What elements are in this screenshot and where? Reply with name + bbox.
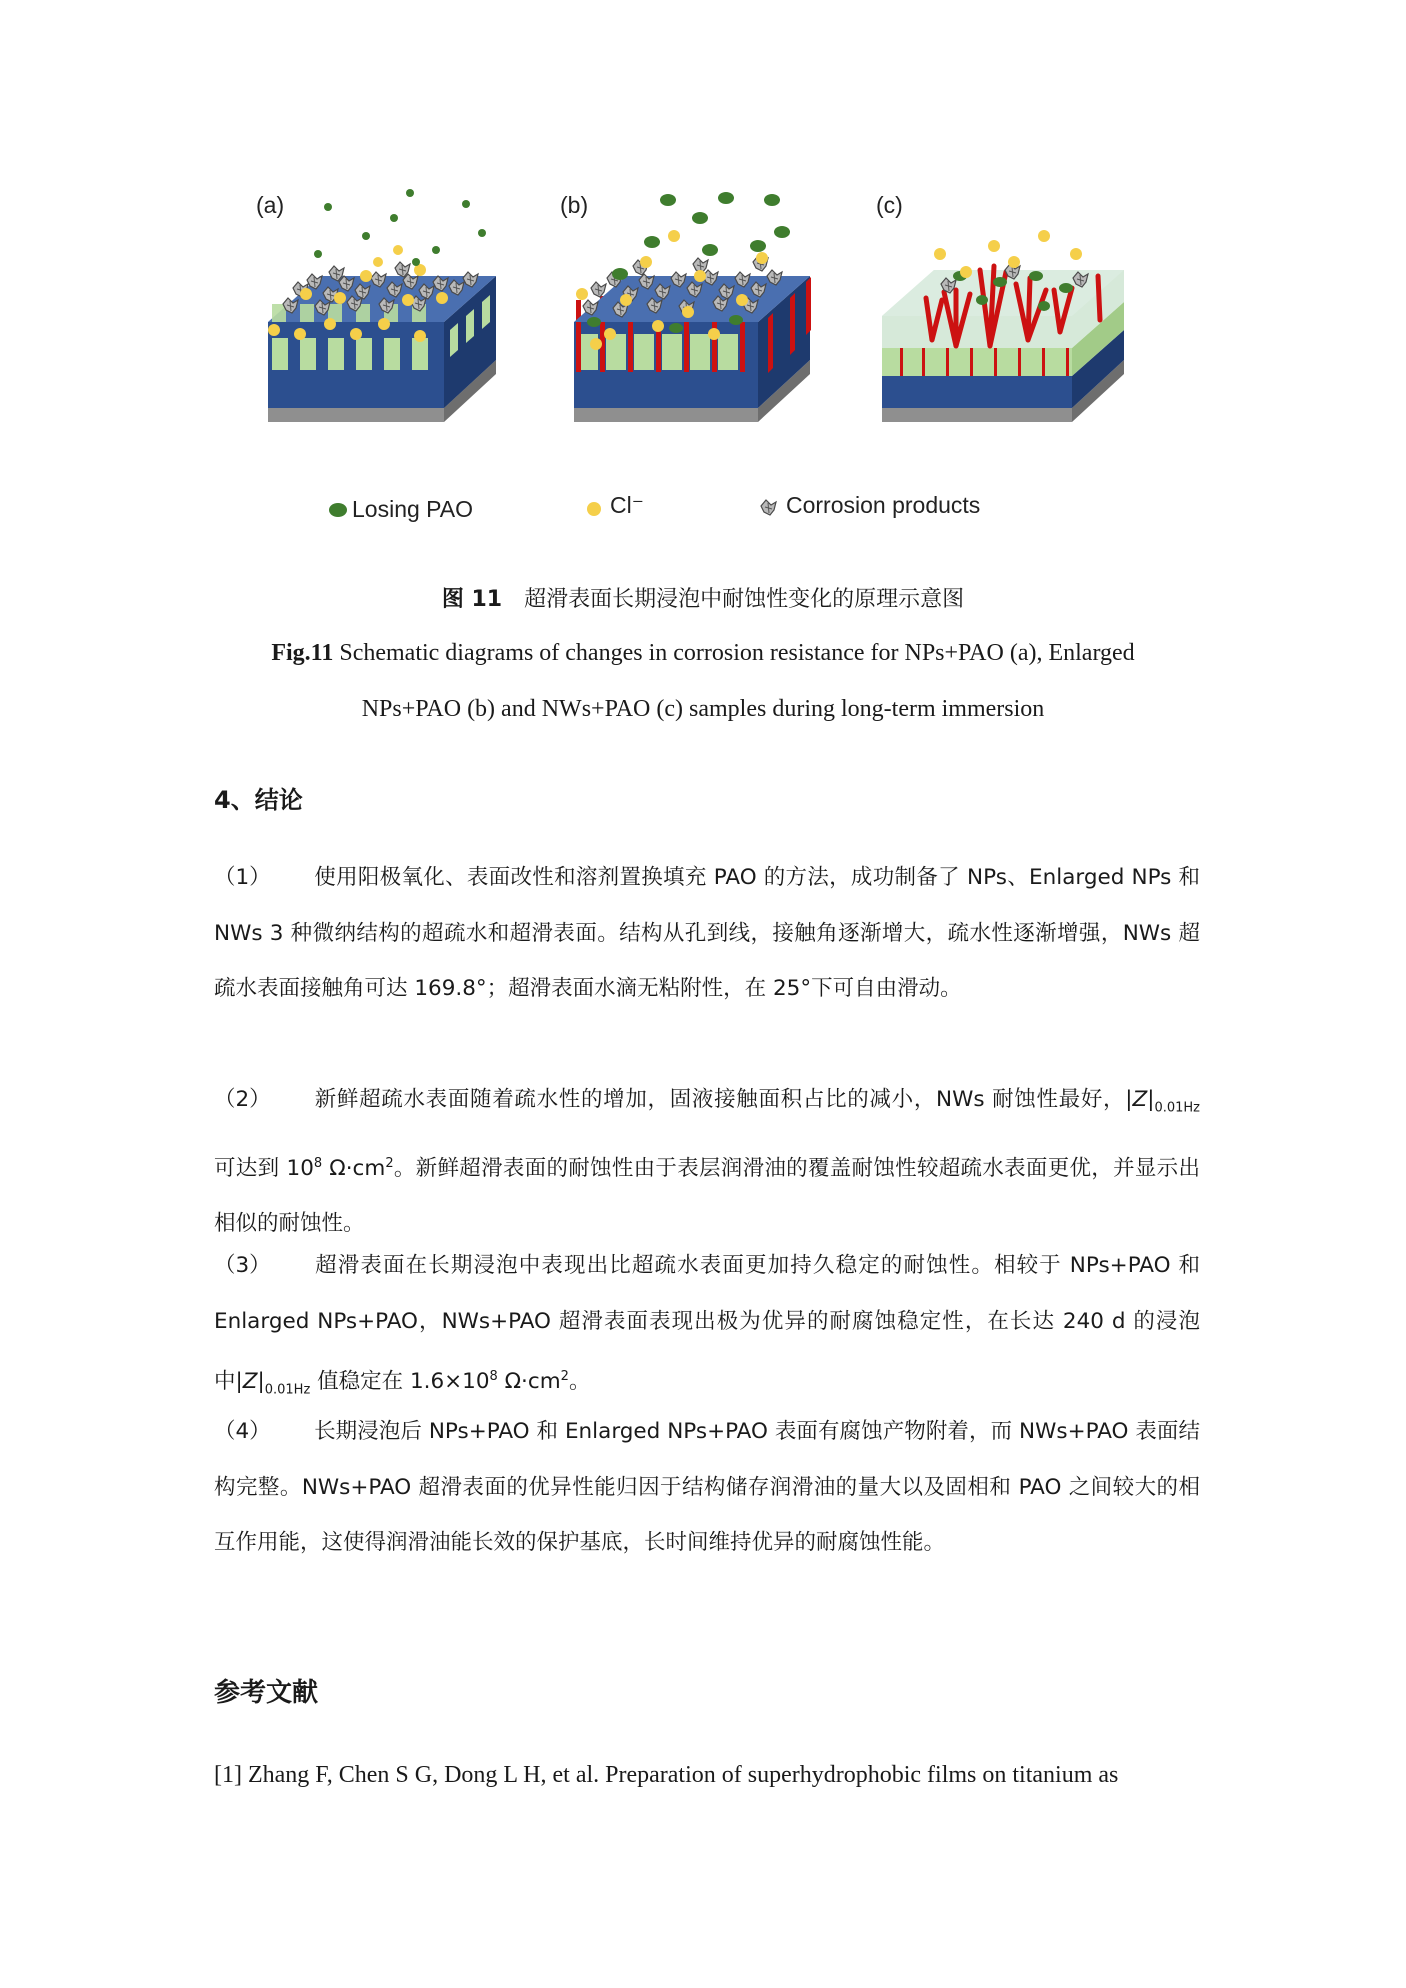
paragraph-3-z: |Z| — [235, 1369, 265, 1395]
paragraph-3-sub: 0.01Hz — [264, 1382, 311, 1398]
paragraph-3-text-a: 超滑表面在长期浸泡中表现出比超疏水表面更加持久稳定的耐蚀性。相较于 NPs+PAO 和 Enlarged NPs+PAO，NWs+PAO 超滑表面表现出极为优异的耐腐蚀稳定性，在长达 240 d 的浸泡中 — [214, 1253, 1200, 1395]
paragraph-2-sup: 8 — [313, 1155, 323, 1171]
legend-corrosion-marker — [761, 500, 776, 515]
schematic-diagrams — [0, 0, 1406, 540]
paragraph-3-number: （3） — [214, 1253, 271, 1278]
paragraph-2-text-c: Ω·cm — [322, 1155, 386, 1181]
paragraph-3-sup: 8 — [489, 1369, 498, 1384]
figure-11 — [0, 0, 1406, 540]
legend-losing-pao: Losing PAO — [352, 496, 474, 522]
paragraph-3 — [214, 1238, 1200, 1418]
legend-cl: Cl⁻ — [610, 492, 644, 518]
panel-b-diagram — [574, 192, 811, 422]
legend-corrosion-products: Corrosion products — [786, 492, 981, 518]
section-title-references: 参考文献 — [214, 1678, 319, 1708]
paragraph-2-text-a: 新鲜超疏水表面随着疏水性的增加，固液接触面积占比的减小，NWs 耐蚀性最好， — [314, 1087, 1126, 1112]
paragraph-2-z: |Z| — [1125, 1087, 1155, 1112]
panel-a-diagram — [268, 189, 496, 422]
caption-en-prefix: Fig.11 — [271, 640, 334, 666]
caption-cn-prefix: 图 11 — [441, 587, 503, 612]
paragraph-2-text-b: 可达到 10 — [214, 1155, 314, 1181]
paragraph-3-text-c: Ω·cm — [497, 1369, 561, 1395]
paragraph-4 — [214, 1404, 1200, 1571]
caption-en-line1: Schematic diagrams of changes in corrosion resistance for NPs+PAO (a), Enlarged — [339, 640, 1135, 666]
panel-c-diagram — [882, 230, 1124, 422]
paragraph-2-number: （2） — [214, 1087, 271, 1112]
paragraph-1-text: 使用阳极氧化、表面改性和溶剂置换填充 PAO 的方法，成功制备了 NPs、Enlarged NPs 和 NWs 3 种微纳结构的超疏水和超滑表面。结构从孔到线，接触角逐渐增大，疏水性逐渐增强，NWs 超疏水表面接触角可达 169.8°；超滑表面水滴无粘附性，在 25°下可自由滑动。 — [214, 865, 1200, 1001]
paragraph-4-number: （4） — [214, 1419, 271, 1444]
panel-label-a: (a) — [256, 192, 285, 218]
paragraph-2 — [214, 1072, 1200, 1252]
paragraph-3-sup2: 2 — [560, 1369, 569, 1384]
paragraph-3-text-b: 值稳定在 1.6×10 — [310, 1369, 490, 1395]
reference-1: [1] Zhang F, Chen S G, Dong L H, et al. Preparation of superhydrophobic films on titanium as — [214, 1762, 1119, 1788]
paragraph-1 — [214, 850, 1200, 1017]
legend-pao-marker — [329, 503, 347, 517]
panel-label-c: (c) — [876, 192, 903, 218]
legend-cl-marker — [587, 502, 601, 516]
caption-english-line2: NPs+PAO (b) and NWs+PAO (c) samples during long-term immersion — [361, 696, 1045, 722]
paragraph-2-sup2: 2 — [385, 1155, 394, 1171]
caption-cn-text: 超滑表面长期浸泡中耐蚀性变化的原理示意图 — [524, 587, 965, 612]
paragraph-2-text-d: 。新鲜超滑表面的耐蚀性由于表层润滑油的覆盖耐蚀性较超疏水表面更优，并显示出相似的耐蚀性。 — [214, 1155, 1200, 1237]
caption-english-line1 — [0, 640, 1406, 667]
paragraph-1-number: （1） — [214, 865, 271, 890]
paragraph-4-text: 长期浸泡后 NPs+PAO 和 Enlarged NPs+PAO 表面有腐蚀产物附着，而 NWs+PAO 表面结构完整。NWs+PAO 超滑表面的优异性能归因于结构储存润滑油的量大以及固相和 PAO 之间较大的相互作用能，这使得润滑油能长效的保护基底，长时间维持优异的耐腐蚀性能。 — [214, 1419, 1200, 1555]
section-title-conclusion: 4、结论 — [214, 786, 303, 814]
caption-chinese — [0, 582, 1406, 613]
panel-label-b: (b) — [560, 192, 589, 218]
paragraph-2-sub: 0.01Hz — [1154, 1100, 1200, 1116]
paragraph-3-text-d: 。 — [568, 1369, 591, 1395]
